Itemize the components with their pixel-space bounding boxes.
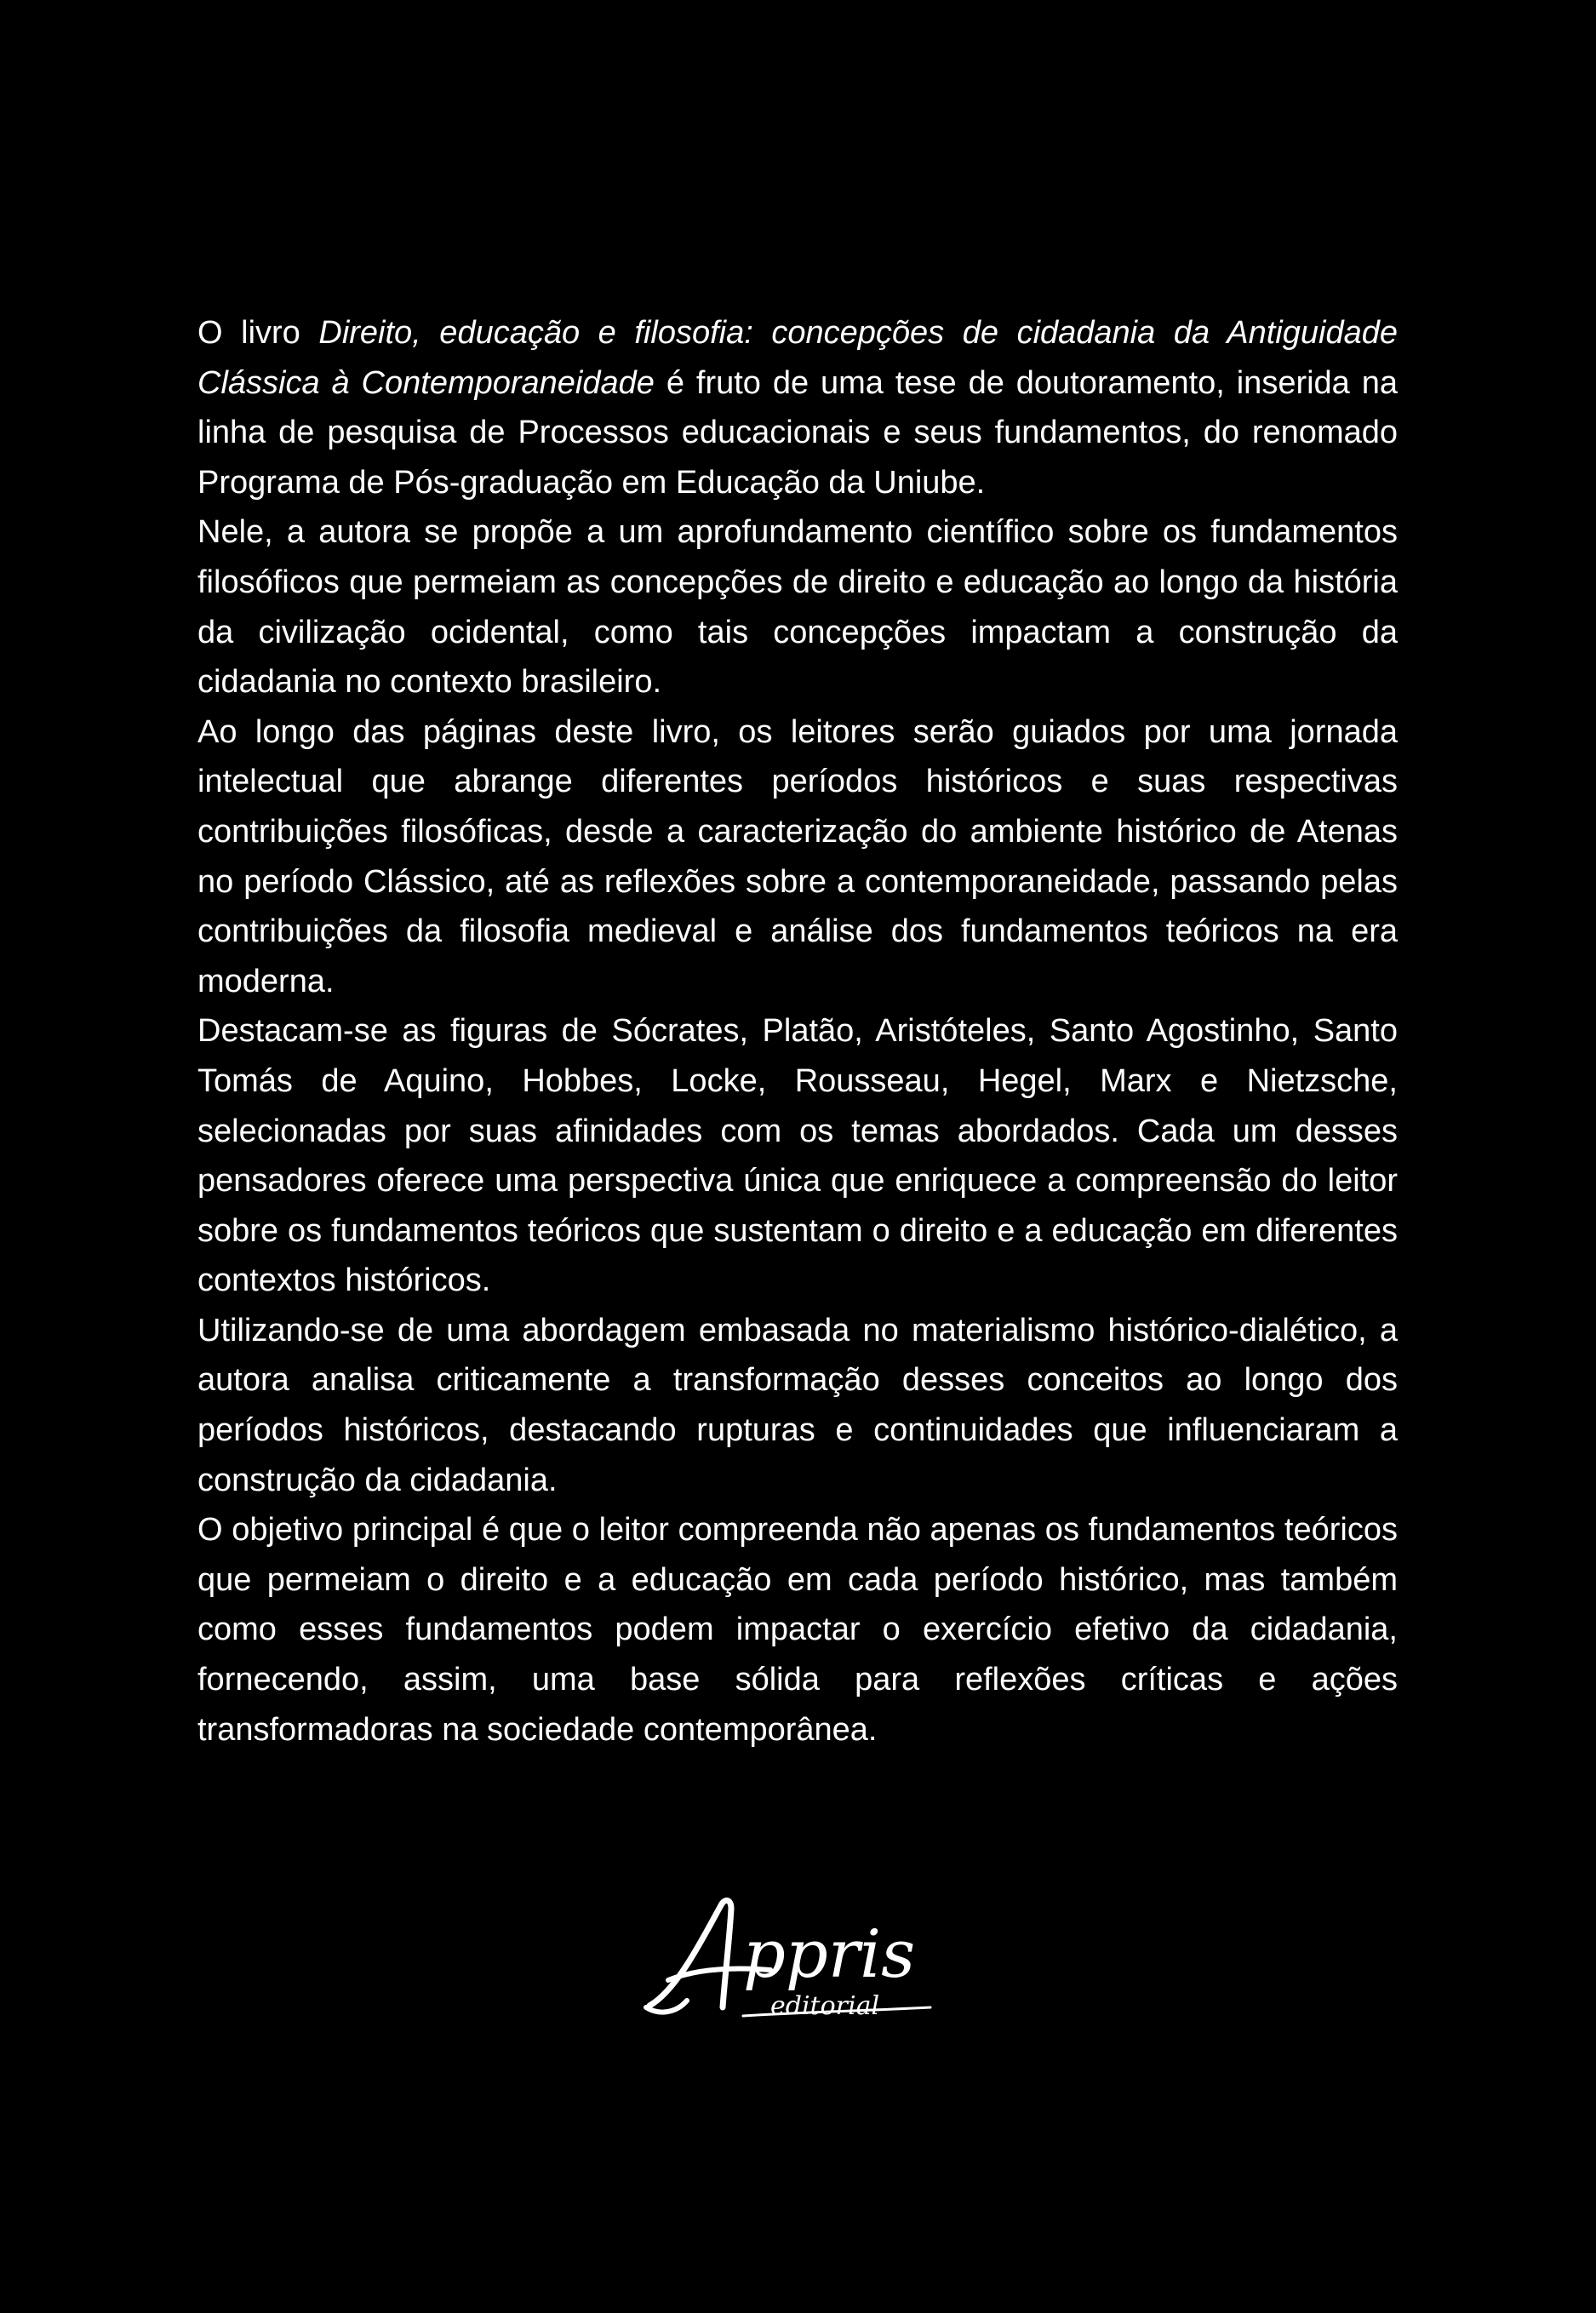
blurb-paragraph-5: Utilizando-se de uma abordagem embasada no materialismo histórico-dialético, a autora analisa criticamente a transformação desses conceitos ao longo dos períodos históricos, destacando rupturas e continuidades que influenciaram a construção da cidadania. (197, 1312, 1398, 1498)
back-cover-blurb (197, 308, 1398, 1755)
blurb-paragraph-4: Destacam-se as figuras de Sócrates, Platão, Aristóteles, Santo Agostinho, Santo Tomás de Aquino, Hobbes, Locke, Rousseau, Hegel, Marx e Nietzsche, selecionadas por suas afinidades com os temas abordados. Cada um desses pensadores oferece uma perspectiva única que enriquece a compreensão do leitor sobre os fundamentos teóricos que sustentam o direito e a educação em diferentes contextos históricos. (197, 1013, 1398, 1299)
appris-logo-icon (643, 1888, 949, 2024)
book-title: Direito, educação e filosofia: concepções de cidadania da Antiguidade Clássica à Contemporaneidade (197, 315, 1398, 401)
appris-editorial-logo (643, 1888, 949, 2024)
logo-wordmark: ppris (743, 1916, 916, 1993)
blurb-paragraph-3: Ao longo das páginas deste livro, os leitores serão guiados por uma jornada intelectual que abrange diferentes períodos históricos e suas respectivas contribuições filosóficas, desde a caracterização do ambiente histórico de Atenas no período Clássico, até as reflexões sobre a contemporaneidade, passando pelas contribuições da filosofia medieval e análise dos fundamentos teóricos na era moderna. (197, 713, 1398, 999)
blurb-paragraph-6: O objetivo principal é que o leitor compreenda não apenas os fundamentos teóricos que permeiam o direito e a educação em cada período histórico, mas também como esses fundamentos podem impactar o exercício efetivo da cidadania, fornecendo, assim, uma base sólida para reflexões críticas e ações transformadoras na sociedade contemporânea. (197, 1512, 1398, 1748)
blurb-paragraph-1 (197, 308, 1398, 507)
blurb-lead: O livro (197, 315, 319, 351)
blurb-rest: é fruto de uma tese de doutoramento, inserida na linha de pesquisa de Processos educacionais e seus fundamentos, do renomado Programa de Pós-graduação em Educação da Uniube. (197, 364, 1398, 501)
blurb-paragraph-2: Nele, a autora se propõe a um aprofundamento científico sobre os fundamentos filosóficos que permeiam as concepções de direito e educação ao longo da história da civilização ocidental, como tais concepções impactam a construção da cidadania no contexto brasileiro. (197, 514, 1398, 701)
logo-subtitle: editorial (770, 1991, 880, 2021)
